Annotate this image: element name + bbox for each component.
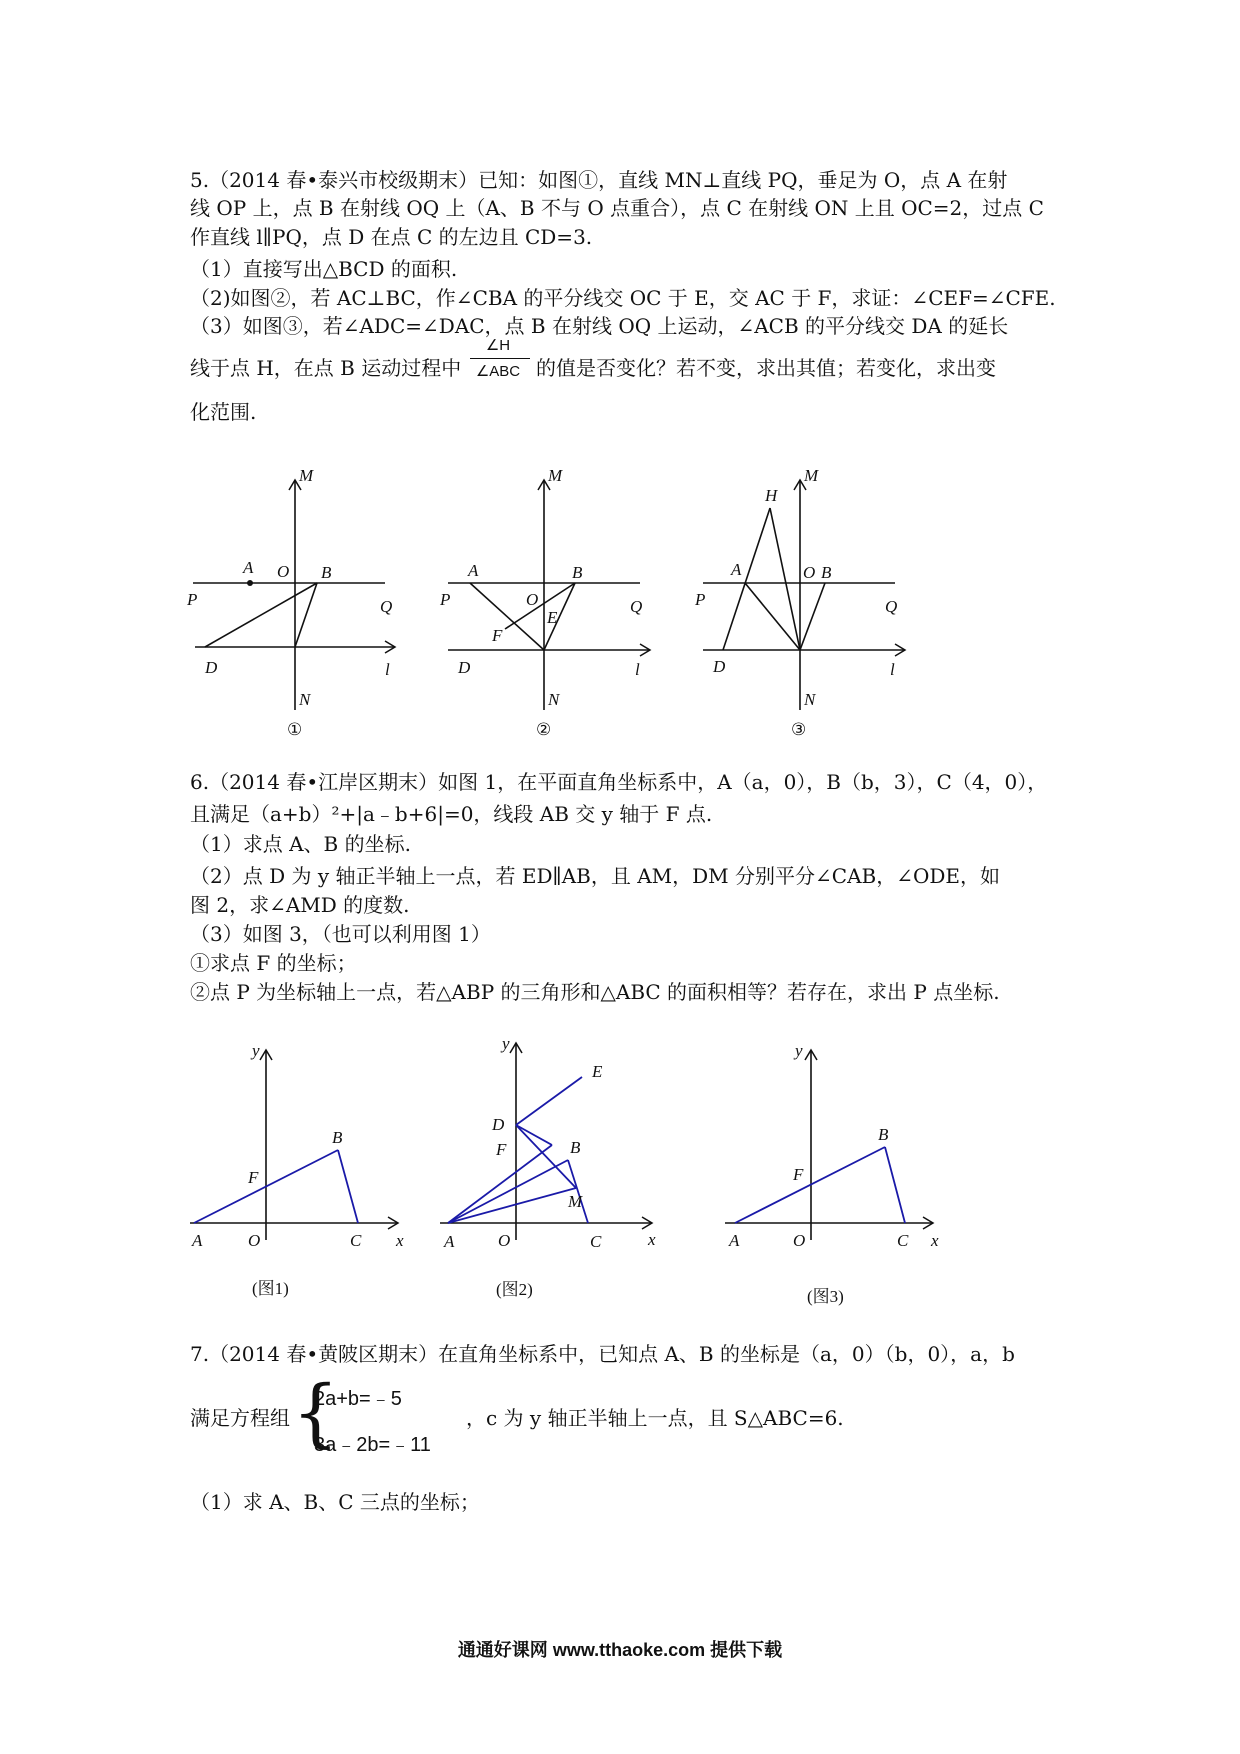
- q6-line-5: 图 2，求∠AMD 的度数.: [190, 893, 410, 917]
- label-P: P: [440, 590, 451, 609]
- q5-line-3: 作直线 l∥PQ，点 D 在点 C 的左边且 CD=3.: [190, 225, 593, 249]
- figure-5-2: [440, 465, 660, 739]
- label-F: F: [248, 1168, 259, 1187]
- q7-line-1: 7.（2014 春•黄陂区期末）在直角坐标系中，已知点 A、B 的坐标是（a，0）（b，0），a，b: [190, 1342, 1015, 1366]
- q5-line-7a: 线于点 H，在点 B 运动过程中: [190, 356, 462, 380]
- label-l: l: [890, 660, 895, 679]
- label-A: A: [468, 561, 479, 580]
- label-E: E: [547, 608, 558, 627]
- footer-source: 通通好课网 www.tthaoke.com 提供下载: [457, 1640, 783, 1660]
- fraction-numerator: ∠H: [485, 337, 511, 354]
- label-A: A: [731, 560, 742, 579]
- label-O: O: [793, 1231, 806, 1250]
- figure-6-2: [440, 1035, 680, 1305]
- label-A: A: [729, 1231, 740, 1250]
- label-Q: Q: [380, 597, 393, 616]
- equation-1: 2a+b=﹣5: [314, 1388, 402, 1410]
- label-M: M: [548, 466, 563, 485]
- label-O: O: [248, 1231, 261, 1250]
- label-O: O: [803, 563, 816, 582]
- caption-fig2: (图2): [496, 1280, 533, 1299]
- label-x: x: [931, 1231, 939, 1250]
- label-C: C: [590, 1232, 602, 1251]
- label-P: P: [187, 590, 198, 609]
- label-F: F: [492, 626, 503, 645]
- q6-line-4: （2）点 D 为 y 轴正半轴上一点，若 ED∥AB，且 AM，DM 分别平分∠CAB，∠ODE，如: [190, 864, 1000, 888]
- label-x: x: [396, 1231, 404, 1250]
- figure-6-1: [190, 1040, 410, 1310]
- label-O: O: [277, 562, 290, 581]
- label-l: l: [635, 660, 640, 679]
- label-M: M: [804, 466, 819, 485]
- label-F: F: [793, 1165, 804, 1184]
- q7-line-3: （1）求 A、B、C 三点的坐标；: [190, 1490, 480, 1514]
- figure-5-1: [185, 465, 405, 739]
- label-l: l: [385, 660, 390, 679]
- label-A: A: [192, 1231, 203, 1250]
- label-Q: Q: [885, 597, 898, 616]
- figure-5-3: [695, 465, 915, 739]
- fraction-bar: [470, 358, 530, 359]
- label-O: O: [526, 590, 539, 609]
- q7-line-2b: ，c 为 y 轴正半轴上一点，且 S△ABC=6.: [466, 1406, 844, 1430]
- label-y: y: [502, 1034, 510, 1053]
- label-M: M: [568, 1192, 583, 1211]
- q5-line-1: 5.（2014 春•泰兴市校级期末）已知：如图①，直线 MN⊥直线 PQ，垂足为 O，点 A 在射: [190, 168, 1008, 192]
- figure-number-2: ②: [536, 720, 552, 739]
- figure-number-1: ①: [287, 720, 303, 739]
- label-x: x: [648, 1230, 656, 1249]
- q6-line-3: （1）求点 A、B 的坐标.: [190, 832, 411, 856]
- fraction-denominator: ∠ABC: [475, 363, 521, 380]
- label-C: C: [350, 1231, 362, 1250]
- q7-line-2a: 满足方程组: [190, 1406, 290, 1430]
- label-N: N: [548, 690, 560, 709]
- label-A: A: [444, 1232, 455, 1251]
- label-H: H: [765, 486, 778, 505]
- caption-fig3: (图3): [807, 1287, 844, 1306]
- q5-line-7b: 的值是否变化？若不变，求出其值；若变化，求出变: [536, 356, 996, 380]
- q6-line-8: ②点 P 为坐标轴上一点，若△ABP 的三角形和△ABC 的面积相等？若存在，求出 P 点坐标.: [190, 980, 1000, 1004]
- label-D: D: [713, 657, 726, 676]
- label-F: F: [496, 1140, 507, 1159]
- label-P: P: [695, 590, 706, 609]
- q6-line-7: ①求点 F 的坐标；: [190, 951, 357, 975]
- q5-line-4: （1）直接写出△BCD 的面积.: [190, 257, 458, 281]
- label-E: E: [592, 1062, 603, 1081]
- q6-line-6: （3）如图 3，（也可以利用图 1）: [190, 922, 491, 946]
- equation-brace: {: [292, 1370, 340, 1456]
- q6-line-1: 6.（2014 春•江岸区期末）如图 1，在平面直角坐标系中，A（a，0），B（b，3），C（4，0），: [190, 770, 1048, 794]
- label-N: N: [804, 690, 816, 709]
- label-B: B: [570, 1138, 581, 1157]
- label-A: A: [243, 558, 254, 577]
- caption-fig1: (图1): [252, 1279, 289, 1298]
- label-B: B: [878, 1125, 889, 1144]
- label-B: B: [821, 563, 832, 582]
- label-D: D: [205, 658, 218, 677]
- q5-line-5: （2)如图②，若 AC⊥BC，作∠CBA 的平分线交 OC 于 E，交 AC 于 F，求证：∠CEF=∠CFE.: [190, 286, 1056, 310]
- label-D: D: [458, 658, 471, 677]
- label-B: B: [332, 1128, 343, 1147]
- q5-line-6: （3）如图③，若∠ADC=∠DAC，点 B 在射线 OQ 上运动，∠ACB 的平分线交 DA 的延长: [190, 314, 1009, 338]
- label-N: N: [299, 690, 311, 709]
- figure-6-3: [725, 1040, 945, 1310]
- label-B: B: [572, 563, 583, 582]
- label-y: y: [252, 1041, 260, 1060]
- q5-line-2: 线 OP 上，点 B 在射线 OQ 上（A、B 不与 O 点重合），点 C 在射线 ON 上且 OC=2，过点 C: [190, 196, 1044, 220]
- equation-2: 3a﹣2b=﹣11: [314, 1434, 431, 1456]
- label-D: D: [492, 1115, 505, 1134]
- label-Q: Q: [630, 597, 643, 616]
- label-M: M: [299, 466, 314, 485]
- figure-number-3: ③: [791, 720, 807, 739]
- q6-line-2: 且满足（a+b）²+|a﹣b+6|=0，线段 AB 交 y 轴于 F 点.: [190, 802, 713, 826]
- label-y: y: [795, 1041, 803, 1060]
- label-O: O: [498, 1231, 511, 1250]
- label-B: B: [321, 563, 332, 582]
- q5-line-8: 化范围.: [190, 400, 257, 424]
- label-C: C: [897, 1231, 909, 1250]
